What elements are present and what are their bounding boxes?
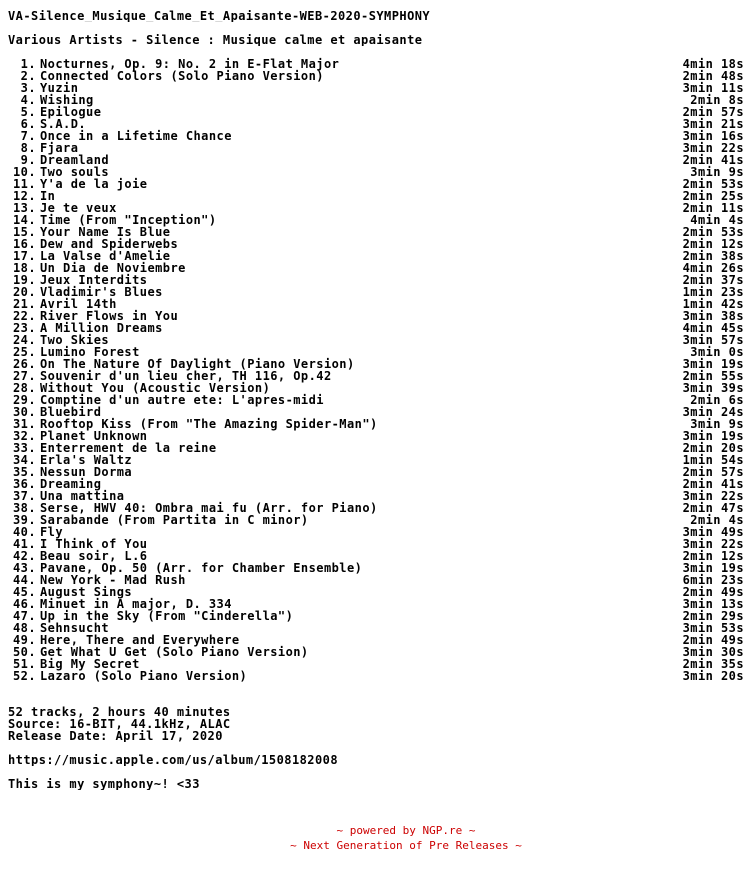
track-title: Once in a Lifetime Chance	[40, 129, 232, 143]
track-number: 39.	[12, 513, 36, 527]
track-number: 42.	[12, 549, 36, 563]
track-title: Vladimir's Blues	[40, 285, 163, 299]
track-title: Fjara	[40, 141, 79, 155]
track-duration: 2min 57s	[682, 105, 744, 119]
track-number: 21.	[12, 297, 36, 311]
track-title: August Sings	[40, 585, 133, 599]
track-duration: 6min 23s	[682, 573, 744, 587]
track-number: 26.	[12, 357, 36, 371]
track-number: 4.	[20, 93, 36, 107]
track-row	[8, 610, 744, 622]
track-row	[8, 514, 744, 526]
track-title: New York - Mad Rush	[40, 573, 186, 587]
track-number: 31.	[12, 417, 36, 431]
track-title: River Flows in You	[40, 309, 179, 323]
track-duration: 2min 6s	[690, 393, 744, 407]
track-duration: 4min 45s	[682, 321, 744, 335]
track-number: 22.	[12, 309, 36, 323]
track-duration: 1min 42s	[682, 297, 744, 311]
track-title: Big My Secret	[40, 657, 140, 671]
track-duration: 3min 22s	[682, 141, 744, 155]
track-number: 37.	[12, 489, 36, 503]
track-duration: 2min 49s	[682, 633, 744, 647]
track-duration: 4min 4s	[690, 213, 744, 227]
track-number: 33.	[12, 441, 36, 455]
spacer	[8, 682, 744, 694]
track-duration: 1min 23s	[682, 285, 744, 299]
track-duration: 2min 4s	[690, 513, 744, 527]
track-row	[8, 670, 744, 682]
track-duration: 2min 29s	[682, 609, 744, 623]
track-duration: 2min 11s	[682, 201, 744, 215]
track-number: 7.	[20, 129, 36, 143]
track-row	[8, 322, 744, 334]
track-number: 50.	[12, 645, 36, 659]
track-title: Here, There and Everywhere	[40, 633, 240, 647]
track-number: 36.	[12, 477, 36, 491]
track-duration: 2min 47s	[682, 501, 744, 515]
track-number: 3.	[20, 81, 36, 95]
track-duration: 2min 12s	[682, 237, 744, 251]
track-number: 18.	[12, 261, 36, 275]
track-duration: 2min 41s	[682, 153, 744, 167]
track-title: Serse, HWV 40: Ombra mai fu (Arr. for Piano)	[40, 501, 378, 515]
track-title: Sehnsucht	[40, 621, 110, 635]
track-number: 48.	[12, 621, 36, 635]
track-duration: 2min 57s	[682, 465, 744, 479]
track-title: Minuet in A major, D. 334	[40, 597, 232, 611]
track-number: 20.	[12, 285, 36, 299]
track-duration: 3min 21s	[682, 117, 744, 131]
track-title: Pavane, Op. 50 (Arr. for Chamber Ensemble)	[40, 561, 363, 575]
track-number: 14.	[12, 213, 36, 227]
track-title: Lazaro (Solo Piano Version)	[40, 669, 248, 683]
track-duration: 4min 26s	[682, 261, 744, 275]
track-row	[8, 178, 744, 190]
track-duration: 3min 19s	[682, 429, 744, 443]
track-number: 23.	[12, 321, 36, 335]
track-number: 10.	[12, 165, 36, 179]
track-number: 32.	[12, 429, 36, 443]
track-duration: 2min 53s	[682, 177, 744, 191]
track-row	[8, 106, 744, 118]
release-date: Release Date: April 17, 2020	[8, 730, 223, 742]
track-title: Planet Unknown	[40, 429, 148, 443]
track-row	[8, 394, 744, 406]
track-number: 29.	[12, 393, 36, 407]
track-duration: 2min 55s	[682, 369, 744, 383]
nfo-document	[8, 10, 744, 790]
track-row	[8, 190, 744, 202]
track-number: 2.	[20, 69, 36, 83]
source-info: Source: 16-BIT, 44.1kHz, ALAC	[8, 718, 231, 730]
track-number: 1.	[20, 57, 36, 71]
track-title: Beau soir, L.6	[40, 549, 148, 563]
track-duration: 3min 49s	[682, 525, 744, 539]
track-title: Enterrement de la reine	[40, 441, 217, 455]
artist-album: Various Artists - Silence : Musique calme et apaisante	[8, 34, 423, 46]
track-row	[8, 142, 744, 154]
track-number: 5.	[20, 105, 36, 119]
track-number: 24.	[12, 333, 36, 347]
track-row	[8, 466, 744, 478]
track-duration: 2min 48s	[682, 69, 744, 83]
track-duration: 3min 22s	[682, 537, 744, 551]
track-duration: 2min 38s	[682, 249, 744, 263]
track-title: Your Name Is Blue	[40, 225, 171, 239]
track-number: 12.	[12, 189, 36, 203]
track-row	[8, 154, 744, 166]
track-duration: 2min 37s	[682, 273, 744, 287]
track-title: Without You (Acoustic Version)	[40, 381, 271, 395]
track-title: Avril 14th	[40, 297, 117, 311]
footer-powered-by: ~ powered by NGP.re ~	[336, 824, 476, 837]
track-title: La Valse d'Amelie	[40, 249, 171, 263]
track-duration: 3min 19s	[682, 357, 744, 371]
track-title: Jeux Interdits	[40, 273, 148, 287]
track-title: Erla's Waltz	[40, 453, 133, 467]
track-duration: 3min 11s	[682, 81, 744, 95]
track-number: 47.	[12, 609, 36, 623]
track-row	[8, 130, 744, 142]
track-title: Wishing	[40, 93, 94, 107]
track-duration: 3min 53s	[682, 621, 744, 635]
track-title: I Think of You	[40, 537, 148, 551]
footer-tagline: ~ Next Generation of Pre Releases ~	[290, 839, 522, 852]
track-title: Sarabande (From Partita in C minor)	[40, 513, 309, 527]
spacer	[8, 694, 744, 706]
track-number: 35.	[12, 465, 36, 479]
track-duration: 2min 12s	[682, 549, 744, 563]
track-duration: 3min 20s	[682, 669, 744, 683]
track-number: 34.	[12, 453, 36, 467]
track-number: 44.	[12, 573, 36, 587]
track-title: Un Dia de Noviembre	[40, 261, 186, 275]
track-number: 8.	[20, 141, 36, 155]
track-number: 51.	[12, 657, 36, 671]
track-number: 13.	[12, 201, 36, 215]
track-number: 49.	[12, 633, 36, 647]
track-duration: 3min 13s	[682, 597, 744, 611]
track-title: Dew and Spiderwebs	[40, 237, 179, 251]
spacer	[8, 22, 744, 34]
track-title: S.A.D.	[40, 117, 87, 131]
track-title: Epilogue	[40, 105, 102, 119]
track-duration: 3min 39s	[682, 381, 744, 395]
track-title: Bluebird	[40, 405, 102, 419]
track-duration: 3min 0s	[690, 345, 744, 359]
track-duration: 2min 35s	[682, 657, 744, 671]
track-number: 38.	[12, 501, 36, 515]
track-number: 17.	[12, 249, 36, 263]
track-title: Nessun Dorma	[40, 465, 133, 479]
track-number: 45.	[12, 585, 36, 599]
track-number: 11.	[12, 177, 36, 191]
track-row	[8, 94, 744, 106]
track-number: 27.	[12, 369, 36, 383]
track-title: Rooftop Kiss (From "The Amazing Spider-Man")	[40, 417, 378, 431]
track-duration: 2min 25s	[682, 189, 744, 203]
track-duration: 3min 57s	[682, 333, 744, 347]
track-title: In	[40, 189, 56, 203]
tracklist	[8, 58, 744, 682]
track-duration: 1min 54s	[682, 453, 744, 467]
track-title: On The Nature Of Daylight (Piano Version)	[40, 357, 355, 371]
track-number: 41.	[12, 537, 36, 551]
track-title: Yuzin	[40, 81, 79, 95]
track-duration: 3min 9s	[690, 417, 744, 431]
track-title: Two souls	[40, 165, 110, 179]
track-number: 19.	[12, 273, 36, 287]
track-duration: 2min 41s	[682, 477, 744, 491]
album-link: https://music.apple.com/us/album/1508182008	[8, 754, 339, 766]
track-duration: 3min 19s	[682, 561, 744, 575]
spacer	[8, 766, 744, 778]
track-duration: 3min 30s	[682, 645, 744, 659]
track-duration: 2min 53s	[682, 225, 744, 239]
track-title: Una mattina	[40, 489, 125, 503]
track-duration: 2min 8s	[690, 93, 744, 107]
track-duration: 3min 38s	[682, 309, 744, 323]
track-row	[8, 70, 744, 82]
track-title: Connected Colors (Solo Piano Version)	[40, 69, 324, 83]
track-title: A Million Dreams	[40, 321, 163, 335]
spacer	[8, 742, 744, 754]
track-number: 15.	[12, 225, 36, 239]
track-title: Nocturnes, Op. 9: No. 2 in E-Flat Major	[40, 57, 340, 71]
track-title: Dreamland	[40, 153, 110, 167]
track-title: Y'a de la joie	[40, 177, 148, 191]
track-title: Je te veux	[40, 201, 117, 215]
track-title: Get What U Get (Solo Piano Version)	[40, 645, 309, 659]
track-number: 46.	[12, 597, 36, 611]
track-number: 40.	[12, 525, 36, 539]
tracks-total: 52 tracks, 2 hours 40 minutes	[8, 706, 231, 718]
release-name: VA-Silence_Musique_Calme_Et_Apaisante-WEB-2020-SYMPHONY	[8, 10, 431, 22]
track-number: 30.	[12, 405, 36, 419]
track-number: 52.	[12, 669, 36, 683]
track-duration: 3min 16s	[682, 129, 744, 143]
track-duration: 2min 49s	[682, 585, 744, 599]
track-duration: 2min 20s	[682, 441, 744, 455]
track-row	[8, 82, 744, 94]
track-title: Comptine d'un autre ete: L'apres-midi	[40, 393, 324, 407]
track-title: Souvenir d'un lieu cher, TH 116, Op.42	[40, 369, 332, 383]
track-title: Time (From "Inception")	[40, 213, 217, 227]
track-title: Fly	[40, 525, 64, 539]
track-title: Lumino Forest	[40, 345, 140, 359]
track-number: 25.	[12, 345, 36, 359]
track-title: Up in the Sky (From "Cinderella")	[40, 609, 294, 623]
track-title: Dreaming	[40, 477, 102, 491]
track-number: 9.	[20, 153, 36, 167]
track-duration: 4min 18s	[682, 57, 744, 71]
track-duration: 3min 24s	[682, 405, 744, 419]
track-row	[8, 286, 744, 298]
note: This is my symphony~! <33	[8, 778, 200, 790]
track-number: 16.	[12, 237, 36, 251]
track-duration: 3min 22s	[682, 489, 744, 503]
track-duration: 3min 9s	[690, 165, 744, 179]
track-number: 28.	[12, 381, 36, 395]
track-number: 6.	[20, 117, 36, 131]
track-title: Two Skies	[40, 333, 110, 347]
track-number: 43.	[12, 561, 36, 575]
